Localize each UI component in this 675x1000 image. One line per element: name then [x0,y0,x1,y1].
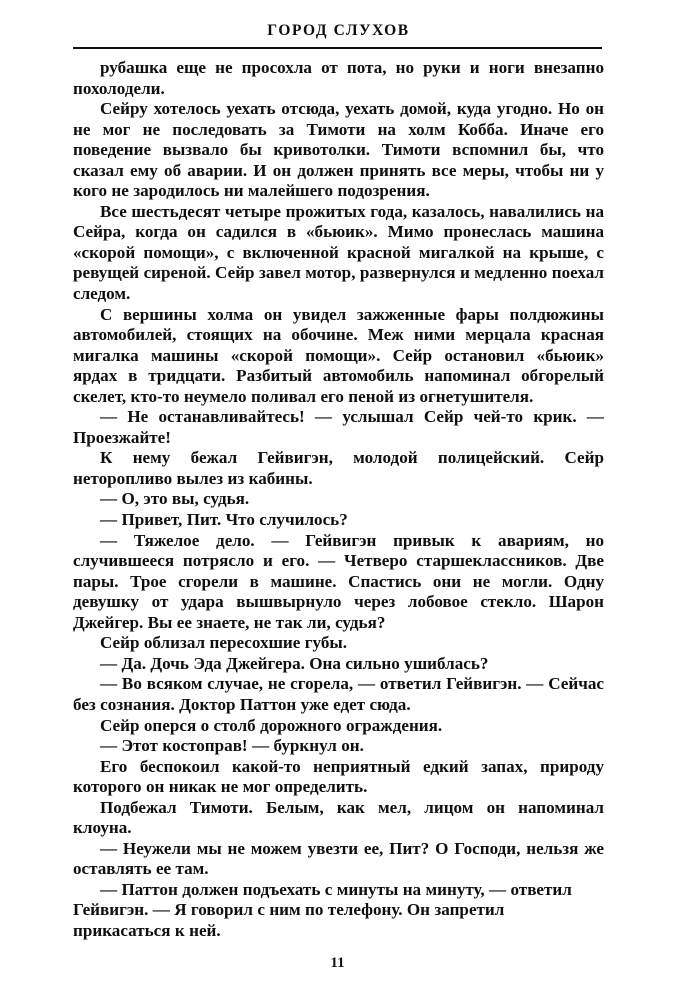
paragraph: Сейр оперся о столб дорожного ограждения. [100,715,443,735]
body-text-block [73,58,604,942]
paragraph: К нему бежал Гейвигэн, молодой полицейский. Сейр неторопливо вылез из кабины. [73,448,604,488]
paragraph: рубашка еще не просохла от пота, но руки и ноги внезапно похолодели. [73,58,604,98]
paragraph: — Привет, Пит. Что случилось? [100,510,348,530]
paragraph: — Тяжелое дело. — Гейвигэн привык к авариям, но случившееся потрясло и его. — Четверо старшеклассников. Две пары. Трое сгорели в машине. Спастись они не могли. Одну девушку от удара вышвырнуло через лобовое стекло. Шарон Джейгер. Вы ее знаете, не так ли, судья? [73,530,604,632]
page-number: 11 [330,955,345,971]
paragraph: Сейр облизал пересохшие губы. [100,633,347,653]
paragraph: С вершины холма он увидел зажженные фары полдюжины автомобилей, стоящих на обочине. Меж ними мерцала красная мигалка машины «скорой помощи». Сейр остановил «бьюик» ярдах в тридцати. Разбитый автомобиль напоминал обгорелый скелет, кто-то неумело поливал его пеной из огнетушителя. [73,304,604,406]
paragraph: Сейру хотелось уехать отсюда, уехать домой, куда угодно. Но он не мог не последовать за Тимоти на холм Кобба. Иначе его поведение вызвало бы кривотолки. Тимоти вспомнил бы, что сказал ему об аварии. И он должен принять все меры, чтобы ни у кого не зародилось ни малейшего подозрения. [73,99,604,201]
paragraph: — Да. Дочь Эда Джейгера. Она сильно ушиблась? [100,653,489,673]
header-rule [73,47,602,49]
paragraph: — О, это вы, судья. [100,489,250,509]
paragraph: Подбежал Тимоти. Белым, как мел, лицом он напоминал клоуна. [73,797,604,838]
paragraph: — Неужели мы не можем увезти ее, Пит? О Господи, нельзя же оставлять ее там. [73,838,604,879]
paragraph: — Во всяком случае, не сгорела, — ответил Гейвигэн. — Сейчас без сознания. Доктор Паттон уже едет сюда. [73,674,604,714]
paragraph: Все шестьдесят четыре прожитых года, казалось, навалились на Сейра, когда он садился в «бьюик». Мимо пронеслась машина «скорой помощи», с включенной красной мигалкой на крыше, с ревущей сиреной. Сейр завел мотор, развернулся и медленно поехал следом. [73,201,604,304]
paragraph: Его беспокоил какой-то неприятный едкий запах, природу которого он никак не мог определить. [73,756,604,797]
running-head: ГОРОД СЛУХОВ [267,22,410,39]
paragraph: — Не останавливайтесь! — услышал Сейр чей-то крик. — Проезжайте! [73,407,604,447]
paragraph: — Этот костоправ! — буркнул он. [100,736,364,756]
paragraph: — Паттон должен подъехать с минуты на минуту, — ответил Гейвигэн. — Я говорил с ним по телефону. Он запретил прикасаться к ней. [73,879,572,940]
